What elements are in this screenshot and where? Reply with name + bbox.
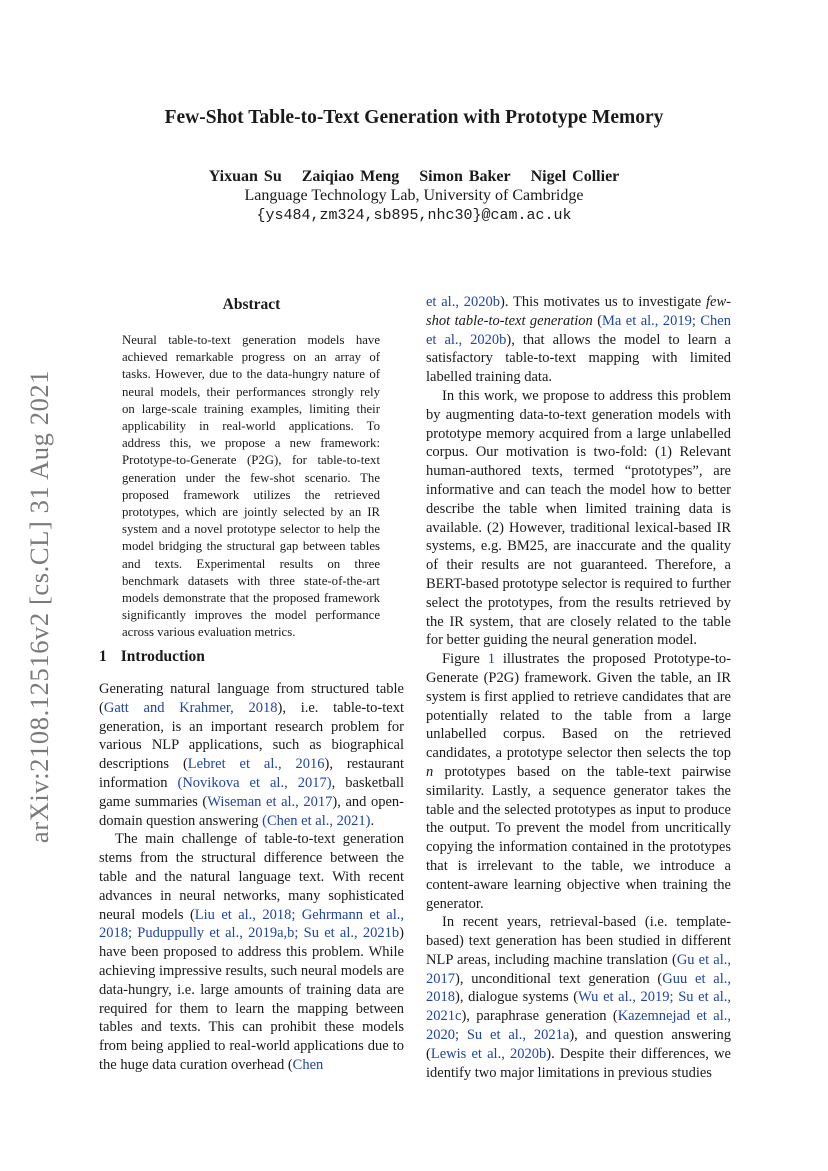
text-run: . bbox=[370, 812, 375, 829]
citation-link[interactable]: et al., 2020b bbox=[426, 294, 500, 310]
text-run: In recent years, retrieval-based (i.e. template-based) text generation has been studied in different NLP areas, including machine translation ( bbox=[426, 914, 731, 968]
arxiv-identifier: arXiv:2108.12516v2 [cs.CL] 31 Aug 2021 bbox=[24, 369, 55, 843]
citation-link[interactable]: Lewis et al., 2020b bbox=[430, 1045, 547, 1062]
author-emails: {ys484,zm324,sb895,nhc30}@cam.ac.uk bbox=[256, 207, 572, 224]
citation-link[interactable]: (Chen et al., 2021) bbox=[262, 812, 371, 829]
text-run: Generating natural language from structured table ( bbox=[99, 681, 404, 716]
text-run: The main challenge of table-to-text generation stems from the structural difference between the table and the natural language text. With recent advances in neural networks, many sophisticated neural models ( bbox=[99, 831, 404, 923]
citation-link[interactable]: Guu et al., 2018 bbox=[426, 970, 731, 1006]
text-run: ), restaurant information bbox=[99, 756, 404, 791]
left-column bbox=[99, 680, 404, 1075]
author-name: Zaiqiao Meng bbox=[301, 168, 400, 185]
math-variable: n bbox=[426, 763, 434, 780]
text-run: illustrates the proposed Prototype-to-Generate (P2G) framework. Given the table, an IR system is first applied to retrieve candidates that are potentially related to the table from a large unlabelled corpus. Based on the retrieved candidates, a prototype selector then selects the top bbox=[426, 651, 732, 762]
author-name: Simon Baker bbox=[419, 168, 511, 185]
paper-title: Few-Shot Table-to-Text Generation with Prototype Memory bbox=[164, 107, 664, 128]
text-run: ), that allows the model to learn a satisfactory table-to-text mapping with limited labelled training data. bbox=[426, 331, 731, 386]
text-run: ), i.e. table-to-text generation, is an important research problem for various NLP applications, such as biographical descriptions ( bbox=[99, 699, 404, 773]
citation-link[interactable]: Gatt and Krahmer, 2018 bbox=[103, 699, 278, 716]
intro-paragraph-2-continued bbox=[426, 293, 731, 387]
intro-paragraph-1 bbox=[99, 680, 404, 830]
citation-link[interactable]: Kazemnejad et al., 2020; Su et al., 2021a bbox=[426, 1008, 731, 1044]
arxiv-sidebar bbox=[20, 366, 60, 846]
section-heading-introduction bbox=[99, 648, 205, 666]
text-run: ) have been proposed to address this problem. While achieving impressive results, such neural models are data-hungry, i.e. large amounts of training data are required for them to learn the mapping between tables and texts. This can prohibit these models from being applied to real-world applications due to the huge data curation overhead ( bbox=[99, 925, 404, 1073]
text-run: ), and open-domain question answering bbox=[99, 793, 405, 829]
text-run: ), paraphrase generation ( bbox=[461, 1008, 618, 1025]
citation-link[interactable]: Chen bbox=[292, 1056, 324, 1073]
text-run: Figure bbox=[442, 651, 488, 668]
intro-paragraph-5 bbox=[426, 913, 731, 1082]
intro-paragraph-2 bbox=[99, 830, 404, 1074]
abstract-heading: Abstract bbox=[222, 296, 281, 313]
text-run: ), unconditional text generation ( bbox=[455, 970, 663, 987]
affiliation: Language Technology Lab, University of Cambridge bbox=[244, 187, 584, 204]
citation-link[interactable]: Lebret et al., 2016 bbox=[187, 756, 325, 773]
emphasis-text: few-shot table-to-text generation bbox=[426, 294, 731, 329]
author-list bbox=[0, 168, 828, 186]
text-run: ). Despite their differences, we identify two major limitations in previous studies bbox=[426, 1045, 731, 1081]
intro-paragraph-4 bbox=[426, 650, 731, 913]
citation-link[interactable]: Liu et al., 2018; Gehrmann et al., 2018; Puduppully et al., 2019a,b; Su et al., 2021b bbox=[99, 906, 404, 942]
text-run: ), and question answering ( bbox=[426, 1027, 731, 1062]
text-run: prototypes based on the table-text pairwise similarity. Lastly, a sequence generator takes the table and the selected prototypes as input to produce the output. To prevent the model from uncritically copying the information contained in the prototypes that is irrelevant to the table, we introduce a content-aware learning objective when training the generator. bbox=[426, 763, 731, 912]
citation-link[interactable]: Wu et al., 2019; Su et al., 2021c bbox=[426, 989, 731, 1025]
citation-link[interactable]: Wiseman et al., 2017 bbox=[207, 793, 333, 810]
intro-paragraph-3: In this work, we propose to address this problem by augmenting data-to-text generation models with prototype memory acquired from a large unlabelled corpus. Our motivation is two-fold: (1) Relevant human-authored texts, termed “prototypes”, are informative and can teach the model how to better describe the table when limited training data is available. (2) However, traditional lexical-based IR systems, e.g. BM25, are inaccurate and the quality of their results are not guaranteed. Therefore, a BERT-based prototype selector is required to further select the prototypes, from the results retrieved by the IR system, that are closely related to the table for better guiding the neural generation model. bbox=[426, 387, 731, 649]
citation-link[interactable]: Ma et al., 2019; Chen et al., 2020b bbox=[426, 312, 731, 348]
section-title: Introduction bbox=[120, 648, 205, 665]
abstract-text: Neural table-to-text generation models have achieved remarkable progress on an array of tasks. However, due to the data-hungry nature of neural models, their performances strongly rely on large-scale training examples, limiting their applicability in real-world applications. To address this, we propose a new framework: Prototype-to-Generate (P2G), for table-to-text generation under the few-shot scenario. The proposed framework utilizes the retrieved prototypes, which are jointly selected by an IR system and a novel prototype selector to help the model bridging the structural gap between tables and texts. Experimental results on three benchmark datasets with three state-of-the-art models demonstrate that the proposed framework significantly improves the model performance across various evaluation metrics. bbox=[122, 333, 380, 640]
author-name: Yixuan Su bbox=[208, 168, 282, 185]
text-run: ( bbox=[592, 312, 603, 329]
author-name: Nigel Collier bbox=[530, 168, 620, 185]
figure-reference-link[interactable]: 1 bbox=[487, 651, 495, 668]
text-run: ). This motivates us to investigate bbox=[500, 294, 707, 310]
section-number: 1 bbox=[99, 648, 107, 665]
text-run: , basketball game summaries ( bbox=[99, 774, 404, 810]
citation-link[interactable]: (Novikova et al., 2017) bbox=[177, 774, 332, 791]
text-run: ), dialogue systems ( bbox=[455, 989, 579, 1006]
right-column bbox=[426, 293, 731, 1082]
citation-link[interactable]: Gu et al., 2017 bbox=[426, 951, 731, 987]
